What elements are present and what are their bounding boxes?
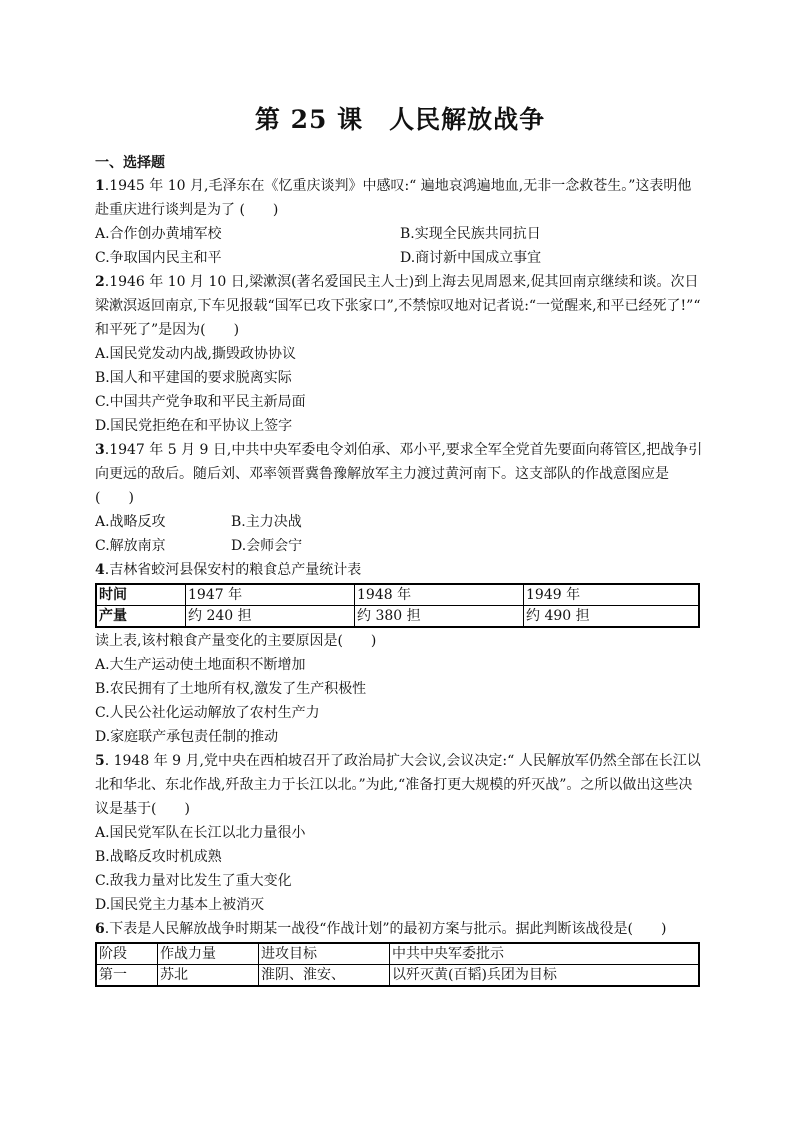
battle-plan-table	[95, 942, 700, 987]
option-d: D.商讨新中国成立事宜	[400, 250, 542, 266]
question-text: . 1948 年 9 月,党中央在西柏坡召开了政治局扩大会议,会议决定:“ 人民解放军仍然全部在长江以北和华北、东北作战,歼敌主力于长江以北。”为此,“准备打更大规模的歼灭战”。之所以做出这些决议是基于( )	[95, 753, 701, 817]
option-a: A.合作创办黄埔军校	[95, 226, 222, 242]
table-header-cell: 进攻目标	[259, 943, 390, 965]
question-3	[95, 438, 705, 558]
question-1-stem	[95, 174, 705, 222]
option-d: D.国民党主力基本上被消灭	[95, 897, 265, 913]
question-2-stem	[95, 270, 705, 342]
table-cell: 苏北	[158, 965, 259, 987]
question-2	[95, 270, 705, 438]
table-header-cell: 阶段	[96, 943, 158, 965]
table-header-cell: 1948 年	[355, 584, 524, 606]
question-5	[95, 749, 705, 917]
question-3-options-row-1	[95, 510, 705, 534]
question-1-options-row-2	[95, 246, 705, 270]
option-b: B.实现全民族共同抗日	[400, 226, 541, 242]
question-4-prompt: 读上表,该村粮食产量变化的主要原因是( )	[95, 633, 377, 649]
question-text: .下表是人民解放战争时期某一战役“作战计划”的最初方案与批示。据此判断该战役是( )	[104, 921, 667, 937]
question-number: 3	[95, 442, 105, 458]
option-c: C.中国共产党争取和平民主新局面	[95, 394, 306, 410]
question-1-options-row-1	[95, 222, 705, 246]
page-title: 第 25 课 人民解放战争	[254, 105, 546, 134]
question-number: 6	[95, 921, 105, 937]
option-c: C.解放南京	[95, 538, 166, 554]
option-a: A.国民党发动内战,撕毁政协协议	[95, 346, 297, 362]
table-cell: 约 240 担	[186, 606, 355, 628]
table-cell: 以歼灭黄(百韬)兵团为目标	[390, 965, 700, 987]
question-number: 2	[95, 274, 105, 290]
option-b: B.国人和平建国的要求脱离实际	[95, 370, 292, 386]
table-cell: 约 490 担	[524, 606, 700, 628]
option-a: A.国民党军队在长江以北力量很小	[95, 825, 306, 841]
option-c: C.人民公社化运动解放了农村生产力	[95, 705, 320, 721]
question-number: 4	[95, 562, 105, 578]
table-cell: 第一	[96, 965, 158, 987]
question-4-stem	[95, 558, 705, 582]
section-heading: 一、选择题	[95, 155, 165, 171]
table-header-cell: 作战力量	[158, 943, 259, 965]
option-c: C.争取国内民主和平	[95, 250, 222, 266]
option-c: C.敌我力量对比发生了重大变化	[95, 873, 292, 889]
question-number: 5	[95, 753, 105, 769]
question-6	[95, 917, 705, 987]
option-b: B.战略反攻时机成熟	[95, 849, 222, 865]
option-b: B.农民拥有了土地所有权,激发了生产积极性	[95, 681, 367, 697]
question-number: 1	[95, 178, 105, 194]
table-header-cell: 时间	[96, 584, 186, 606]
option-b: B.主力决战	[231, 514, 302, 530]
question-6-stem	[95, 917, 705, 941]
table-header-cell: 中共中央军委批示	[390, 943, 700, 965]
question-3-options-row-2	[95, 534, 705, 558]
question-1	[95, 174, 705, 270]
option-a: A.战略反攻	[95, 514, 166, 530]
table-row	[96, 943, 699, 965]
option-d: D.会师会宁	[231, 538, 303, 554]
option-d: D.家庭联产承包责任制的推动	[95, 729, 279, 745]
option-d: D.国民党拒绝在和平协议上签字	[95, 418, 293, 434]
question-text: .1945 年 10 月,毛泽东在《忆重庆谈判》中感叹:“ 遍地哀鸿遍地血,无非一念救苍生。”这表明他赴重庆进行谈判是为了 ( )	[95, 178, 692, 218]
table-row	[96, 965, 699, 987]
question-text: .1947 年 5 月 9 日,中共中央军委电令刘伯承、邓小平,要求全军全党首先要面向蒋管区,把战争引向更远的敌后。随后刘、邓率领晋冀鲁豫解放军主力渡过黄河南下。这支部队的作战意图应是( )	[95, 442, 703, 506]
table-row	[96, 584, 699, 606]
question-text: .1946 年 10 月 10 日,梁漱溟(著名爱国民主人士)到上海去见周恩来,促其回南京继续和谈。次日梁漱溟返回南京,下车见报载“国军已攻下张家口”,不禁惊叹地对记者说:“一觉醒来,和平已经死了!”“ 和平死了”是因为( )	[95, 274, 701, 338]
question-5-stem	[95, 749, 705, 821]
table-cell: 产量	[96, 606, 186, 628]
option-a: A.大生产运动使土地面积不断增加	[95, 657, 306, 673]
question-text: .吉林省蛟河县保安村的粮食总产量统计表	[104, 562, 362, 578]
table-header-cell: 1949 年	[524, 584, 700, 606]
table-cell: 淮阴、淮安、	[259, 965, 390, 987]
table-header-cell: 1947 年	[186, 584, 355, 606]
grain-output-table	[95, 583, 700, 628]
table-row	[96, 606, 699, 628]
question-4	[95, 558, 705, 749]
table-cell: 约 380 担	[355, 606, 524, 628]
document-page	[95, 100, 705, 988]
question-3-stem	[95, 438, 705, 510]
